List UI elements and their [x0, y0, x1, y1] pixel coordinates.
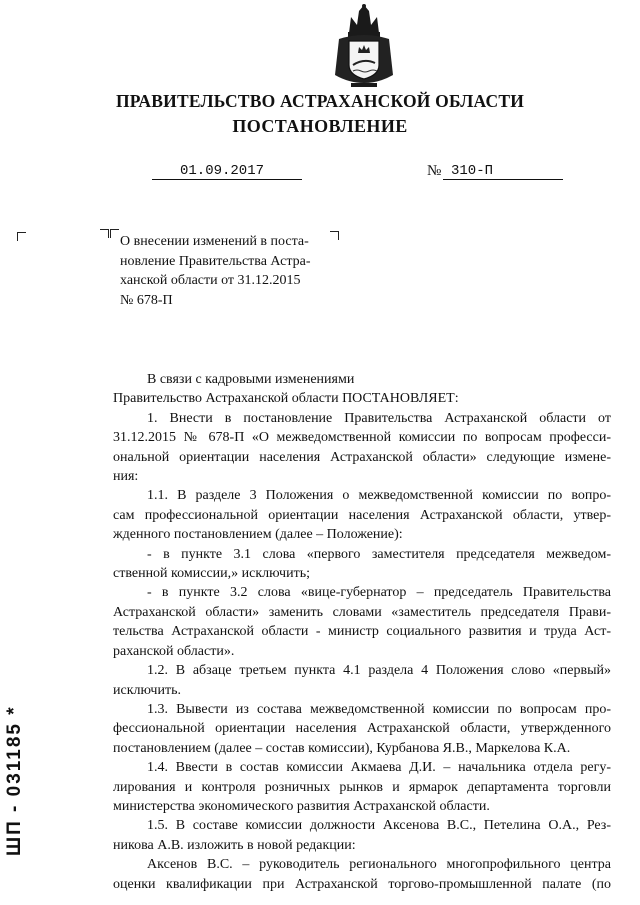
body-line: оценки квалификации при Астраханской торгово-промышленной палате (по — [113, 876, 611, 892]
body-line: 1.3. Вывести из состава межведомственной комиссии по вопросам про- — [147, 701, 611, 717]
coat-of-arms-icon — [333, 3, 395, 89]
body-line: 31.12.2015 № 678-П «О межведомственной комиссии по вопросам професси- — [113, 430, 611, 446]
subject-line: О внесении изменений в поста- — [120, 234, 309, 249]
body-line: 1.1. В разделе 3 Положения о межведомственной комиссии по вопро- — [147, 488, 611, 504]
subject-line: новление Правительства Астра- — [120, 253, 311, 269]
document-body — [113, 370, 611, 894]
body-line: 1. Внести в постановление Правительства Астраханской области от — [147, 410, 611, 426]
body-line: раханской области». — [113, 643, 235, 659]
margin-corner-mark — [17, 232, 26, 241]
body-line: фессиональной ориентации населения Астраханской области, утвержденного — [113, 721, 611, 737]
body-line: ональной ориентации населения Астраханской области» следующие измене- — [113, 449, 611, 465]
body-line: 1.5. В составе комиссии должности Аксенова В.С., Петелина О.А., Рез- — [147, 818, 611, 834]
body-line: Астраханской области» заменить словами «заместитель председателя Прави- — [113, 604, 611, 620]
document-subject — [120, 232, 338, 310]
body-line: В связи с кадровыми изменениями — [147, 372, 355, 387]
margin-corner-mark — [100, 229, 109, 238]
body-line: - в пункте 3.1 слова «первого заместителя председателя межведом- — [147, 546, 611, 562]
body-line: исключить. — [113, 682, 181, 698]
body-line: - в пункте 3.2 слова «вице-губернатор – председатель Правительства — [147, 585, 611, 601]
subject-line: № 678-П — [120, 292, 173, 308]
body-line: постановлением (далее – состав комиссии), Курбанова Я.В., Маркелова К.А. — [113, 740, 571, 756]
body-line: тельства Астраханской области - министр социального развития и труда Аст- — [113, 624, 611, 640]
body-line: 1.4. Ввести в состав комиссии Акмаева Д.И. – начальника отдела регу- — [147, 760, 611, 776]
body-line: жденного постановлением (далее – Положение): — [113, 527, 403, 543]
margin-corner-mark — [110, 229, 119, 238]
body-line: лирования и контроля розничных рынков и ярмарок департамента торговли — [113, 779, 611, 795]
body-line: никова А.В. изложить в новой редакции: — [113, 837, 356, 853]
registration-stamp: ШП - 031185 * — [4, 705, 25, 856]
organization-title: ПРАВИТЕЛЬСТВО АСТРАХАНСКОЙ ОБЛАСТИ — [115, 91, 525, 111]
body-line: Аксенов В.С. – руководитель регионального многопрофильного центра — [147, 857, 611, 873]
subject-line: ханской области от 31.12.2015 — [120, 273, 301, 288]
body-line: ния: — [113, 469, 139, 485]
document-date: 01.09.2017 — [152, 162, 302, 180]
body-line: 1.2. В абзаце третьем пункта 4.1 раздела 4 Положения слово «первый» — [147, 663, 611, 679]
document-number: 310-П — [443, 162, 563, 180]
number-sign: № — [427, 163, 442, 179]
document-type-title: ПОСТАНОВЛЕНИЕ — [232, 116, 408, 136]
body-line: Правительство Астраханской области ПОСТАНОВЛЯЕТ: — [113, 391, 459, 407]
body-line: министерства экономического развития Астраханской области. — [113, 798, 490, 814]
body-line: сам профессиональной ориентации населения Астраханской области, утвер- — [113, 507, 611, 523]
body-line: ственной комиссии,» исключить; — [113, 566, 310, 582]
